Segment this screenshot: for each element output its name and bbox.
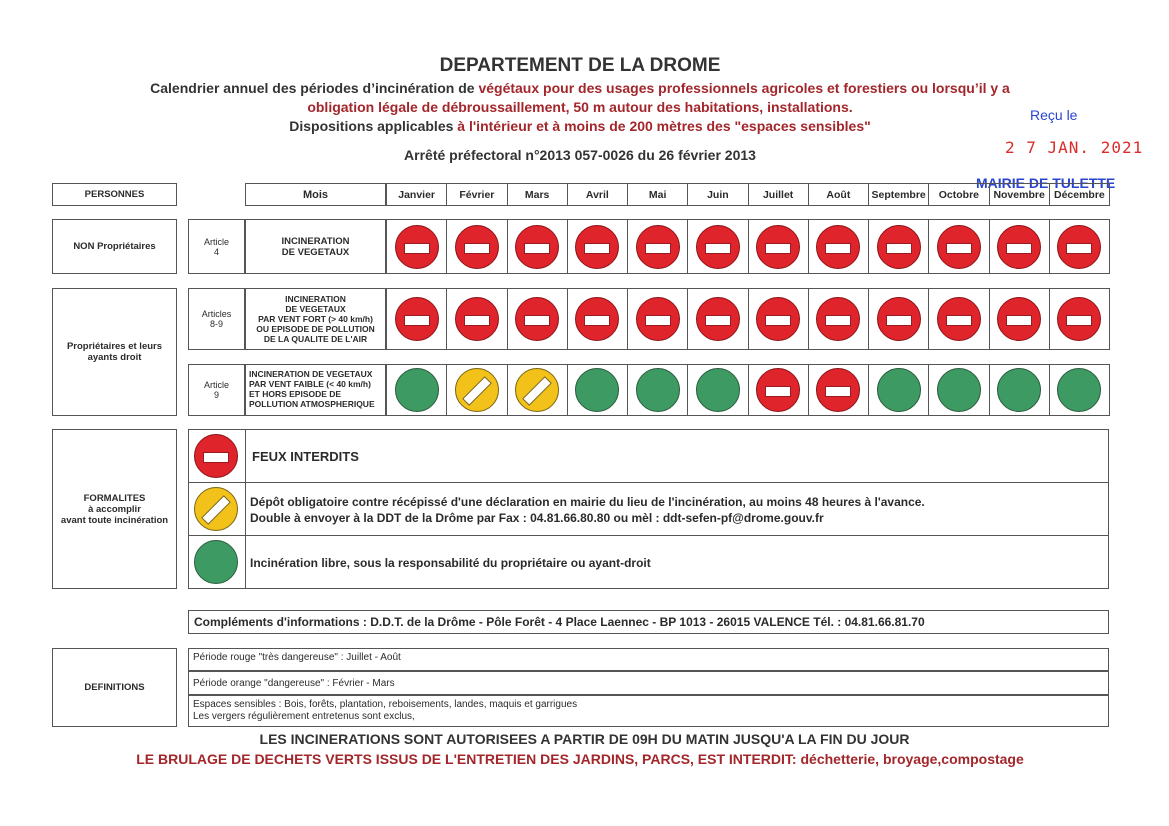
footer-horaires: LES INCINERATIONS SONT AUTORISEES A PARTIR DE 09H DU MATIN JUSQU'A LA FIN DU JOUR bbox=[259, 731, 910, 747]
month-cell bbox=[1049, 288, 1110, 350]
subtitle-line-1-red: végétaux pour des usages professionnels agricoles et forestiers ou lorsqu’il y a bbox=[478, 80, 1010, 96]
month-header: Avril bbox=[567, 183, 628, 206]
month-header: Août bbox=[808, 183, 869, 206]
legend-divider bbox=[245, 430, 246, 588]
red-sign-icon bbox=[575, 297, 619, 341]
legend-box bbox=[188, 429, 1109, 589]
month-cell bbox=[989, 364, 1050, 416]
month-cell bbox=[567, 219, 628, 274]
red-sign-icon bbox=[816, 225, 860, 269]
month-cell bbox=[928, 364, 989, 416]
red-sign-icon bbox=[696, 225, 740, 269]
month-header: Mars bbox=[507, 183, 568, 206]
stamp-mairie: MAIRIE DE TULETTE bbox=[976, 175, 1116, 191]
month-cell bbox=[748, 364, 809, 416]
month-cell bbox=[507, 219, 568, 274]
subtitle-line-2: obligation légale de débroussaillement, 50 m autour des habitations, installations. bbox=[307, 99, 853, 115]
month-cell bbox=[687, 288, 748, 350]
red-sign-icon bbox=[816, 297, 860, 341]
legend-divider bbox=[189, 535, 1108, 536]
month-cell bbox=[687, 219, 748, 274]
month-cell bbox=[868, 219, 929, 274]
month-header: Mai bbox=[627, 183, 688, 206]
red-sign-icon bbox=[515, 297, 559, 341]
green-sign-icon bbox=[937, 368, 981, 412]
label-row-3: INCINERATION DE VEGETAUX PAR VENT FAIBLE (< 40 km/h) ET HORS EPISODE DE POLLUTION ATMOSPHERIQUE bbox=[245, 364, 386, 416]
footer-brulage-red: LE BRULAGE DE DECHETS VERTS ISSUS DE L'ENTRETIEN DES JARDINS, PARCS, EST INTERDIT: bbox=[136, 751, 801, 767]
month-cell bbox=[446, 219, 507, 274]
red-sign-icon bbox=[395, 225, 439, 269]
subtitle-line-3 bbox=[0, 118, 1160, 134]
article-row-1: Article 4 bbox=[188, 219, 245, 274]
definition-rouge: Période rouge "très dangereuse" : Juillet - Août bbox=[188, 648, 1109, 671]
red-sign-icon bbox=[756, 297, 800, 341]
month-header: Juillet bbox=[748, 183, 809, 206]
month-cell bbox=[446, 364, 507, 416]
month-cell bbox=[748, 288, 809, 350]
article-row-2: Articles 8-9 bbox=[188, 288, 245, 350]
red-sign-icon bbox=[636, 225, 680, 269]
person-non-proprietaires: NON Propriétaires bbox=[52, 219, 177, 274]
red-sign-icon bbox=[877, 225, 921, 269]
month-cell bbox=[567, 288, 628, 350]
red-sign-icon bbox=[1057, 225, 1101, 269]
subtitle-line-1 bbox=[0, 80, 1160, 96]
green-sign-icon bbox=[997, 368, 1041, 412]
subtitle-line-3-red: à l'intérieur et à moins de 200 mètres des "espaces sensibles" bbox=[457, 118, 871, 134]
stamp-date: 2 7 JAN. 2021 bbox=[1005, 138, 1144, 157]
green-sign-icon bbox=[194, 540, 238, 584]
green-sign-icon bbox=[877, 368, 921, 412]
stamp-recu-label: Reçu le bbox=[1030, 107, 1078, 123]
page-title: DEPARTEMENT DE LA DROME bbox=[439, 55, 721, 76]
footer-brulage-tail: déchetterie, broyage,compostage bbox=[800, 751, 1024, 767]
mois-header: Mois bbox=[245, 183, 386, 206]
month-cell bbox=[627, 288, 688, 350]
month-cell bbox=[808, 219, 869, 274]
month-cell bbox=[507, 364, 568, 416]
red-sign-icon bbox=[997, 297, 1041, 341]
month-cell bbox=[868, 364, 929, 416]
red-sign-icon bbox=[937, 225, 981, 269]
month-cell bbox=[808, 288, 869, 350]
legend-incineration-libre: Incinération libre, sous la responsabilité du propriétaire ou ayant-droit bbox=[250, 556, 651, 570]
green-sign-icon bbox=[1057, 368, 1101, 412]
yellow-sign-icon bbox=[194, 487, 238, 531]
green-sign-icon bbox=[575, 368, 619, 412]
month-cell bbox=[627, 219, 688, 274]
month-cell bbox=[868, 288, 929, 350]
month-cell bbox=[928, 219, 989, 274]
red-sign-icon bbox=[575, 225, 619, 269]
month-cell bbox=[386, 219, 447, 274]
red-sign-icon bbox=[756, 225, 800, 269]
green-sign-icon bbox=[696, 368, 740, 412]
definition-orange: Période orange "dangereuse" : Février - Mars bbox=[188, 671, 1109, 695]
red-sign-icon bbox=[395, 297, 439, 341]
month-header: Octobre bbox=[928, 183, 989, 206]
month-header: Février bbox=[446, 183, 507, 206]
month-cell bbox=[446, 288, 507, 350]
complements-info: Compléments d'informations : D.D.T. de la Drôme - Pôle Forêt - 4 Place Laennec - BP 1013 - 26015 VALENCE Tél. : 04.81.66.81.70 bbox=[188, 610, 1109, 634]
month-header: Juin bbox=[687, 183, 748, 206]
month-header: Novembre bbox=[989, 183, 1050, 206]
red-sign-icon bbox=[636, 297, 680, 341]
month-cell bbox=[507, 288, 568, 350]
red-sign-icon bbox=[696, 297, 740, 341]
month-header: Décembre bbox=[1049, 183, 1110, 206]
green-sign-icon bbox=[636, 368, 680, 412]
label-row-1: INCINERATION DE VEGETAUX bbox=[245, 219, 386, 274]
subtitle-line-3-black: Dispositions applicables bbox=[289, 118, 458, 134]
red-sign-icon bbox=[937, 297, 981, 341]
definitions-label: DEFINITIONS bbox=[52, 648, 177, 727]
month-cell bbox=[808, 364, 869, 416]
month-cell bbox=[687, 364, 748, 416]
month-cell bbox=[748, 219, 809, 274]
definition-espaces-sensibles: Espaces sensibles : Bois, forêts, plantation, reboisements, landes, maquis et garrigues Les vergers régulièrement entretenus sont exclus, bbox=[188, 695, 1109, 727]
article-row-3: Article 9 bbox=[188, 364, 245, 416]
formalites-label: FORMALITES à accomplir avant toute incinération bbox=[52, 429, 177, 589]
month-cell bbox=[1049, 219, 1110, 274]
red-sign-icon bbox=[455, 297, 499, 341]
month-header: Septembre bbox=[868, 183, 929, 206]
red-sign-icon bbox=[877, 297, 921, 341]
subtitle-line-1-black: Calendrier annuel des périodes d’incinération de bbox=[150, 80, 479, 96]
month-cell bbox=[386, 288, 447, 350]
legend-feux-interdits: FEUX INTERDITS bbox=[252, 449, 359, 464]
legend-divider bbox=[189, 482, 1108, 483]
yellow-sign-icon bbox=[515, 368, 559, 412]
month-cell bbox=[989, 288, 1050, 350]
personnes-header: PERSONNES bbox=[52, 183, 177, 206]
legend-declaration: Dépôt obligatoire contre récépissé d'une déclaration en mairie du lieu de l'incinération, au moins 48 heures à l'avance. Double à envoyer à la DDT de la Drôme par Fax : 04.81.66.80.80 ou mèl : ddt-sefen-pf@drome.gouv.fr bbox=[250, 495, 925, 525]
month-cell bbox=[386, 364, 447, 416]
yellow-sign-icon bbox=[455, 368, 499, 412]
label-row-2: INCINERATION DE VEGETAUX PAR VENT FORT (> 40 km/h) OU EPISODE DE POLLUTION DE LA QUALITE DE L'AIR bbox=[245, 288, 386, 350]
red-sign-icon bbox=[997, 225, 1041, 269]
month-header: Janvier bbox=[386, 183, 447, 206]
month-cell bbox=[989, 219, 1050, 274]
green-sign-icon bbox=[395, 368, 439, 412]
red-sign-icon bbox=[816, 368, 860, 412]
person-proprietaires: Propriétaires et leurs ayants droit bbox=[52, 288, 177, 416]
month-cell bbox=[928, 288, 989, 350]
month-cell bbox=[627, 364, 688, 416]
footer-brulage bbox=[0, 751, 1160, 767]
month-cell bbox=[567, 364, 628, 416]
red-sign-icon bbox=[194, 434, 238, 478]
red-sign-icon bbox=[515, 225, 559, 269]
red-sign-icon bbox=[455, 225, 499, 269]
red-sign-icon bbox=[1057, 297, 1101, 341]
red-sign-icon bbox=[756, 368, 800, 412]
month-cell bbox=[1049, 364, 1110, 416]
arrete-reference: Arrêté préfectoral n°2013 057-0026 du 26 février 2013 bbox=[404, 147, 756, 163]
